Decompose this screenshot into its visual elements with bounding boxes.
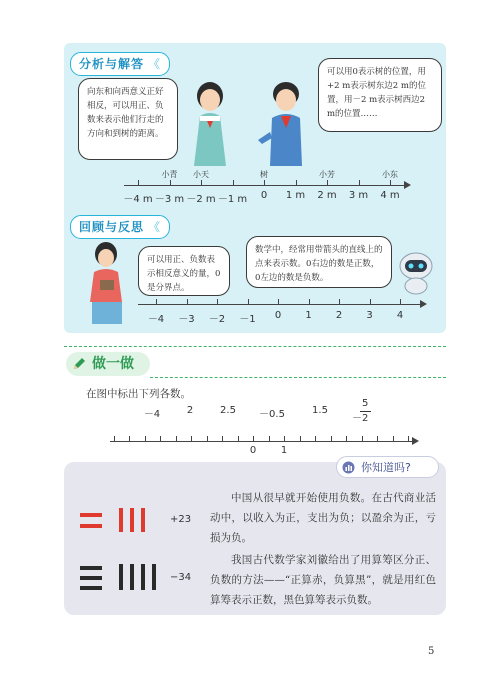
fraction-numerator: 5 (362, 398, 369, 409)
right-bubble-text: 可以用0表示树的位置，用+2 m表示树东边2 m的位置，用－2 m表示树西边2 m的位置…… (327, 67, 426, 119)
axis-tick (170, 180, 171, 185)
analysis-tag (70, 52, 170, 76)
fraction-sign: － (352, 413, 362, 424)
tick-label: 4 (396, 310, 404, 321)
tick-label: －3 (178, 314, 195, 325)
axis-tick (217, 299, 218, 304)
robot-figure (392, 250, 440, 296)
position-label: 小天 (193, 170, 209, 179)
girl-with-tablet-figure (84, 238, 134, 326)
axis-tick (390, 180, 391, 185)
axis-tick (370, 299, 371, 304)
tick-label: －3 m (154, 194, 185, 205)
axis-tick (248, 299, 249, 304)
axis-tick (339, 299, 340, 304)
axis-tick (400, 299, 401, 304)
axis-tick (145, 436, 146, 441)
tick-label: 2 (335, 310, 343, 321)
position-label: 小青 (161, 170, 178, 179)
axis-tick (160, 436, 161, 441)
review-right-bubble (246, 236, 392, 288)
tick-label: 4 m (380, 190, 400, 201)
axis-tick (327, 180, 328, 185)
one-label: 1 (280, 445, 288, 456)
axis-tick (201, 180, 202, 185)
rod-value-negative: −34 (170, 572, 192, 583)
number-to-mark: 2.5 (220, 405, 236, 416)
boy-figure (256, 76, 316, 168)
axis-tick (138, 180, 139, 185)
axis-tick (222, 436, 223, 441)
tick-label: 0 (274, 310, 282, 321)
rod (119, 564, 123, 590)
rod (80, 524, 102, 528)
axis-tick (176, 436, 177, 441)
chart-bubble-icon (342, 461, 355, 474)
axis-tick (331, 436, 332, 441)
axis-tick (207, 436, 208, 441)
left-bubble-text: 向东和向西意义正好相反，可以用正、负数来表示他们行走的方向和到树的距离。 (87, 87, 164, 139)
practice-tag (66, 352, 150, 376)
axis-tick (377, 436, 378, 441)
axis-arrow-icon (404, 181, 411, 189)
review-left-bubble (138, 246, 230, 296)
rod (80, 566, 102, 570)
axis-tick (264, 180, 265, 185)
axis-line (138, 304, 422, 305)
number-to-mark: －4 (143, 409, 161, 420)
axis-tick (393, 436, 394, 441)
axis-tick (284, 436, 285, 441)
axis-tick (296, 180, 297, 185)
axis-tick (129, 436, 130, 441)
rod (141, 508, 145, 532)
axis-tick (238, 436, 239, 441)
axis-line (110, 441, 414, 442)
tick-label: －4 m (123, 194, 153, 205)
axis-tick (300, 436, 301, 441)
number-to-mark: －0.5 (259, 409, 285, 420)
tick-label: 1 m (285, 190, 306, 201)
axis-tick (253, 436, 254, 441)
rod-value-positive: +23 (170, 514, 192, 525)
axis-tick (233, 180, 234, 185)
axis-tick (156, 299, 157, 304)
did-you-know-label: 你知道吗? (361, 461, 411, 474)
rod (130, 564, 134, 590)
page-number: 5 (428, 646, 435, 657)
fraction-denominator: 2 (362, 413, 369, 424)
girl-figure (180, 76, 240, 168)
history-paragraph-1: 中国从很早就开始使用负数。在古代商业活动中，以收入为正，支出为负；以盈余为正，亏损为负。 (210, 492, 436, 544)
axis-tick (114, 436, 115, 441)
rod (80, 586, 102, 590)
tick-label: 0 (260, 190, 268, 201)
number-to-mark: 1.5 (312, 405, 328, 416)
zero-label: 0 (249, 445, 257, 456)
tick-label: －1 (239, 314, 256, 325)
position-label: 小东 (382, 170, 398, 179)
left-speech-bubble (78, 78, 178, 160)
practice-divider (150, 377, 446, 378)
axis-tick (187, 299, 188, 304)
fraction-bar (360, 411, 371, 412)
review-tag-label: 回顾与反思 (79, 220, 145, 234)
axis-tick (408, 436, 409, 441)
rod (152, 564, 156, 590)
axis-tick (191, 436, 192, 441)
axis-tick (309, 299, 310, 304)
axis-tick (346, 436, 347, 441)
review-right-text: 数学中，经常用带箭头的直线上的点来表示数。0右边的数是正数，0左边的数是负数。 (255, 245, 383, 283)
position-label: 小芳 (319, 170, 335, 179)
rod (80, 513, 102, 517)
axis-tick (362, 436, 363, 441)
tick-label: －2 (208, 314, 226, 325)
tick-label: 2 m (317, 190, 337, 201)
tick-label: 3 (366, 310, 373, 321)
did-you-know-tag (336, 456, 439, 478)
history-paragraph-2: 我国古代数学家刘徽给出了用算筹区分正、负数的方法——“正算赤，负算黑”，就是用红色算筹表示正数，黑色算筹表示负数。 (210, 554, 436, 606)
axis-line (124, 185, 406, 186)
axis-tick (315, 436, 316, 441)
axis-tick (269, 436, 270, 441)
tick-label: －1 m (217, 194, 248, 205)
practice-tag-label: 做一做 (92, 356, 134, 372)
tick-label: －2 m (186, 194, 216, 205)
pencil-icon (72, 357, 86, 371)
axis-tick (278, 299, 279, 304)
rod (141, 564, 145, 590)
tick-label: 1 (305, 310, 312, 321)
review-tag (70, 215, 170, 239)
axis-arrow-icon (412, 437, 419, 445)
number-to-mark: 2 (186, 405, 194, 416)
tag-deco-icon: 《 (148, 57, 162, 71)
review-left-text: 可以用正、负数表示相反意义的量，0是分界点。 (147, 255, 221, 293)
right-speech-bubble (318, 58, 442, 132)
tag-deco-icon: 《 (148, 220, 162, 234)
rod (119, 508, 123, 532)
rod (80, 576, 102, 580)
position-label: 树 (260, 170, 268, 179)
practice-instruction: 在图中标出下列各数。 (86, 388, 191, 400)
tick-label: 3 m (348, 190, 369, 201)
axis-tick (359, 180, 360, 185)
axis-arrow-icon (420, 300, 427, 308)
section-divider (64, 346, 446, 347)
rod (130, 508, 134, 532)
analysis-tag-label: 分析与解答 (79, 57, 145, 71)
tick-label: －4 (147, 314, 165, 325)
